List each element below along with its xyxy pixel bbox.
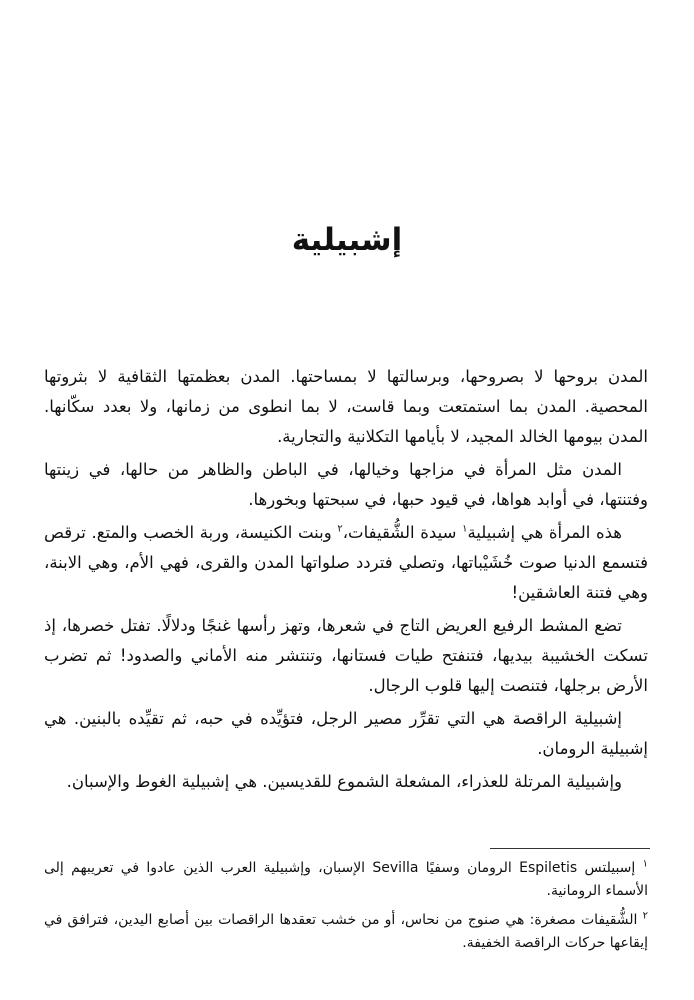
footnote-2-text: الشُّقيفات مصغرة: هي صنوج من نحاس، أو من خشب تعقدها الراقصات بين أصابع اليدين، فترافق في إيقاعها حركات الراقصة الخفيفة. xyxy=(44,912,648,951)
footnote-2 xyxy=(44,909,648,955)
paragraph-3-part-2: سيدة الشُّقيفات، xyxy=(342,523,463,542)
paragraph-3-part-3: وبنت الكنيسة، وربة الخصب والمتع. xyxy=(91,523,338,542)
footnote-mark-2: ٢ xyxy=(642,910,648,922)
paragraph-2: المدن مثل المرأة في مزاجها وخيالها، في الباطن والظاهر من حالها، في زينتها وفتنتها، في أوابد هواها، في قيود حبها، في سبحتها وبخورها. xyxy=(44,460,648,509)
footnote-mark-1: ١ xyxy=(642,858,648,870)
footnote-separator xyxy=(490,848,650,849)
chapter-title: إشبيلية xyxy=(291,222,403,258)
footnote-1 xyxy=(44,857,648,903)
paragraph-6: وإشبيلية المرتلة للعذراء، المشعلة الشموع للقديسين. هي إشبيلية الغوط والإسبان. xyxy=(66,772,622,791)
paragraph-4: تضع المشط الرفيع العريض التاج في شعرها، وتهز رأسها غنجًا ودلالًا. تفتل خصرها، إذ تسكت الخشيبة بيديها، فتنفتح طيات فستانها، وتنتشر منه الأماني والصدود! ثم تضرب الأرض برجلها، فتنصت إليها قلوب الرجال. xyxy=(44,616,648,695)
paragraph-3 xyxy=(44,518,648,608)
body-text xyxy=(44,362,648,800)
paragraph-3-part-4: ترقص فتسمع الدنيا صوت خُشَيْباتها، وتصلي فتردد صلواتها المدن والقرى، فهي الأم، وهي الابنة، وهي فتنة العاشقين! xyxy=(44,523,648,602)
footnotes xyxy=(44,857,648,961)
footnote-1-text: إسبيلتس Espiletis الرومان وسفيًا Sevilla الإسبان، وإشبيلية العرب الذين عادوا في تعريبهم إلى الأسماء الرومانية. xyxy=(44,860,648,899)
footnote-ref-1: ١ xyxy=(462,523,468,535)
paragraph-5: إشبيلية الراقصة هي التي تقرِّر مصير الرجل، فتؤيِّده في حبه، ثم تقيِّده بالبنين. هي إشبيلية الرومان. xyxy=(44,709,648,758)
paragraph-3-part-1: هذه المرأة هي إشبيلية xyxy=(467,523,623,542)
footnote-ref-2: ٢ xyxy=(337,523,343,535)
paragraph-1: المدن بروحها لا بصروحها، وبرسالتها لا بمساحتها. المدن بعظمتها الثقافية لا بثروتها المحصية. المدن بما استمتعت وبما قاست، لا بما انطوى من زمانها، ولا بعدد سكّانها. المدن بيومها الخالد المجيد، لا بأيامها التكلانية والتجارية. xyxy=(44,367,648,446)
